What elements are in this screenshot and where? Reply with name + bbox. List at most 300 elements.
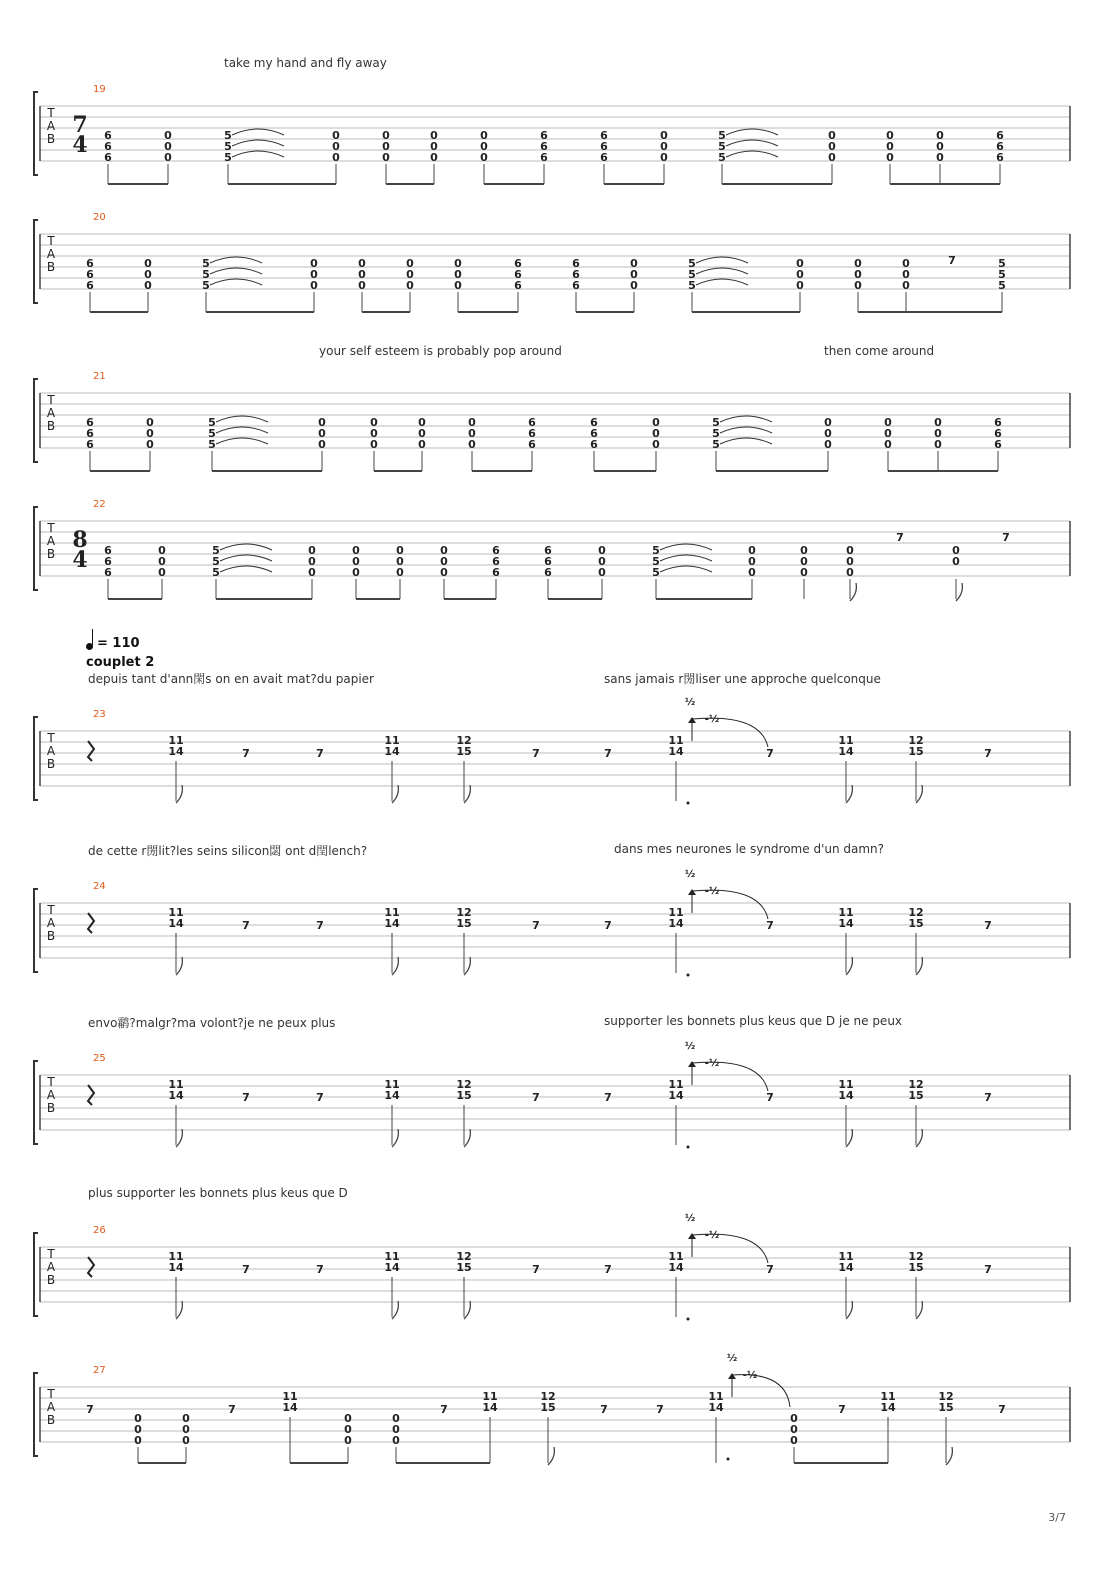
tie-arc: [660, 566, 712, 572]
tie-arc: [220, 566, 272, 572]
fret-number: 11: [384, 734, 400, 747]
fret-number: 11: [668, 1078, 684, 1091]
page-number: 3/7: [1048, 1511, 1066, 1524]
fret-number: 14: [168, 1261, 184, 1274]
fret-number: 0: [828, 140, 836, 153]
note-flag: [916, 785, 922, 803]
tab-clef-letter: B: [46, 1273, 56, 1287]
fret-number: 14: [384, 1089, 400, 1102]
fret-number: 0: [332, 129, 340, 142]
tie-arc: [220, 544, 272, 550]
fret-number: 0: [854, 257, 862, 270]
tempo-value: = 110: [97, 636, 140, 651]
fret-number: 0: [310, 257, 318, 270]
rest-symbol: 7: [532, 747, 540, 760]
fret-number: 14: [384, 917, 400, 930]
fret-number: 0: [182, 1434, 190, 1447]
note-flag: [846, 1301, 852, 1319]
fret-number: 0: [418, 416, 426, 429]
tab-clef-letter: A: [46, 406, 56, 420]
fret-number: 0: [164, 129, 172, 142]
fret-number: 5: [212, 566, 220, 579]
lyric-m24-a: de cette r閍lit?les seins silicon閟 ont d閏lench?: [88, 844, 368, 858]
measure-number: 23: [93, 709, 106, 720]
fret-number: 0: [828, 151, 836, 164]
fret-number: 14: [668, 917, 684, 930]
system-bracket: [34, 717, 38, 800]
fret-number: 14: [708, 1401, 724, 1414]
fret-number: 6: [600, 129, 608, 142]
fret-number: 5: [224, 129, 232, 142]
tab-clef-letter: A: [46, 1260, 56, 1274]
system-bracket: [34, 92, 38, 175]
fret-number: 6: [528, 416, 536, 429]
fret-number: 0: [418, 427, 426, 440]
time-signature-top: 7: [72, 112, 88, 138]
fret-number: 12: [908, 1250, 924, 1263]
fret-number: 0: [370, 416, 378, 429]
fret-number: 0: [748, 566, 756, 579]
fret-number: 14: [838, 745, 854, 758]
fret-number: 0: [318, 416, 326, 429]
bend-label: ½: [726, 1353, 738, 1364]
fret-number: 0: [182, 1423, 190, 1436]
dot: [687, 1318, 690, 1321]
release-label: -½: [704, 714, 720, 725]
lyric-m23-b: sans jamais r閍liser une approche quelconque: [604, 672, 881, 686]
fret-number: 0: [382, 140, 390, 153]
time-signature-bottom: 4: [72, 547, 88, 573]
tab-clef-letter: B: [46, 419, 56, 433]
tie-arc: [726, 140, 778, 146]
fret-number: 0: [358, 279, 366, 292]
fret-number: 6: [104, 140, 112, 153]
fret-number: 0: [936, 151, 944, 164]
fret-number: 11: [668, 734, 684, 747]
tie-arc: [720, 438, 772, 444]
fret-number: 12: [908, 1078, 924, 1091]
fret-number: 5: [688, 257, 696, 270]
tie-arc: [220, 555, 272, 561]
fret-number: 14: [168, 917, 184, 930]
fret-number: 0: [146, 416, 154, 429]
rest-symbol: 7: [984, 1091, 992, 1104]
fret-number: 11: [668, 906, 684, 919]
fret-number: 0: [344, 1434, 352, 1447]
fret-number: 5: [652, 566, 660, 579]
fret-number: 6: [994, 416, 1002, 429]
note-flag: [846, 1129, 852, 1147]
note-flag: [548, 1447, 554, 1465]
fret-number: 0: [480, 140, 488, 153]
rest-symbol: 7: [316, 919, 324, 932]
fret-number: 0: [370, 427, 378, 440]
fret-number: 0: [344, 1412, 352, 1425]
fret-number: 0: [846, 555, 854, 568]
tie-arc: [216, 427, 268, 433]
tie-arc: [696, 279, 748, 285]
fret-number: 5: [998, 279, 1006, 292]
fret-number: 0: [828, 129, 836, 142]
fret-number: 0: [440, 544, 448, 557]
fret-number: 6: [590, 416, 598, 429]
time-signature-bottom: 4: [72, 132, 88, 158]
fret-number: 0: [824, 427, 832, 440]
tie-arc: [216, 438, 268, 444]
tab-clef-letter: T: [47, 106, 55, 120]
tab-clef-letter: A: [46, 1400, 56, 1414]
lyric-m26: plus supporter les bonnets plus keus que D: [88, 1186, 348, 1200]
fret-number: 0: [146, 438, 154, 451]
fret-number: 5: [224, 151, 232, 164]
dot: [727, 1458, 730, 1461]
fret-number: 0: [902, 257, 910, 270]
fret-number: 5: [718, 140, 726, 153]
tab-clef-letter: B: [46, 260, 56, 274]
fret-number: 6: [572, 268, 580, 281]
fret-number: 0: [358, 257, 366, 270]
fret-number: 6: [86, 257, 94, 270]
fret-number: 0: [652, 438, 660, 451]
fret-number: 0: [846, 544, 854, 557]
tab-clef-letter: B: [46, 132, 56, 146]
fret-number: 0: [660, 129, 668, 142]
lyric-m23-a: depuis tant d'ann閑s on en avait mat?du papier: [88, 672, 374, 686]
fret-number: 6: [994, 438, 1002, 451]
fret-number: 0: [318, 427, 326, 440]
fret-number: 11: [482, 1390, 498, 1403]
lyric-m21-a: your self esteem is probably pop around: [319, 344, 562, 358]
note-flag: [464, 957, 470, 975]
fret-number: 0: [396, 544, 404, 557]
fret-number: 14: [168, 745, 184, 758]
fret-number: 0: [886, 151, 894, 164]
fret-number: 6: [492, 555, 500, 568]
fret-number: 5: [998, 257, 1006, 270]
fret-number: 6: [104, 566, 112, 579]
fret-number: 6: [514, 279, 522, 292]
dot: [687, 802, 690, 805]
rest-symbol: 7: [532, 1263, 540, 1276]
fret-number: 14: [880, 1401, 896, 1414]
fret-number: 12: [456, 734, 472, 747]
fret-number: 0: [854, 279, 862, 292]
fret-number: 0: [800, 566, 808, 579]
fret-number: 0: [352, 544, 360, 557]
note-flag: [846, 957, 852, 975]
tie-arc: [726, 129, 778, 135]
fret-number: 14: [384, 745, 400, 758]
fret-number: 0: [134, 1434, 142, 1447]
fret-number: 6: [996, 129, 1004, 142]
fret-number: 0: [406, 279, 414, 292]
fret-number: 0: [468, 416, 476, 429]
system-bracket: [34, 1233, 38, 1316]
fret-number: 0: [800, 555, 808, 568]
note-flag: [176, 1301, 182, 1319]
fret-number: 6: [86, 416, 94, 429]
rest-symbol: 7: [604, 1091, 612, 1104]
fret-number: 0: [884, 416, 892, 429]
fret-number: 12: [908, 734, 924, 747]
fret-number: 6: [540, 140, 548, 153]
fret-number: 15: [908, 917, 924, 930]
fret-number: 0: [652, 427, 660, 440]
fret-number: 6: [514, 257, 522, 270]
fret-number: 0: [382, 129, 390, 142]
fret-number: 6: [600, 140, 608, 153]
fret-number: 0: [884, 438, 892, 451]
fret-number: 14: [838, 1089, 854, 1102]
fret-number: 14: [838, 1261, 854, 1274]
note-flag: [850, 583, 856, 601]
system-bracket: [34, 379, 38, 462]
measure-number: 25: [93, 1053, 106, 1064]
bend-label: ½: [684, 869, 696, 880]
rest-symbol: 7: [604, 747, 612, 760]
fret-number: 0: [308, 544, 316, 557]
fret-number: 0: [934, 416, 942, 429]
tab-clef-letter: T: [47, 731, 55, 745]
fret-number: 0: [934, 438, 942, 451]
fret-number: 11: [384, 906, 400, 919]
note-flag: [392, 785, 398, 803]
fret-number: 5: [202, 268, 210, 281]
fret-number: 0: [934, 427, 942, 440]
fret-number: 12: [456, 906, 472, 919]
rest-symbol: 7: [896, 531, 904, 544]
tie-arc: [232, 129, 284, 135]
fret-number: 6: [996, 151, 1004, 164]
fret-number: 5: [712, 427, 720, 440]
note-flag: [464, 1129, 470, 1147]
rest-symbol: 7: [242, 919, 250, 932]
rest-symbol: 7: [86, 1403, 94, 1416]
fret-number: 0: [748, 544, 756, 557]
fret-number: 0: [952, 544, 960, 557]
fret-number: 0: [796, 257, 804, 270]
release-label: -½: [704, 886, 720, 897]
note-flag: [392, 1301, 398, 1319]
measure-number: 26: [93, 1225, 106, 1236]
lyric-m24-b: dans mes neurones le syndrome d'un damn?: [614, 842, 885, 856]
fret-number: 0: [652, 416, 660, 429]
section-label: couplet 2: [86, 655, 155, 670]
tie-arc: [216, 416, 268, 422]
fret-number: 5: [208, 427, 216, 440]
fret-number: 5: [652, 544, 660, 557]
fret-number: 0: [846, 566, 854, 579]
fret-number: 0: [358, 268, 366, 281]
rest-symbol: 7: [1002, 531, 1010, 544]
fret-number: 0: [430, 129, 438, 142]
fret-number: 0: [134, 1423, 142, 1436]
fret-number: 11: [168, 1250, 184, 1263]
system-bracket: [34, 507, 38, 590]
fret-number: 0: [598, 555, 606, 568]
fret-number: 0: [310, 268, 318, 281]
fret-number: 6: [492, 566, 500, 579]
fret-number: 11: [384, 1078, 400, 1091]
measure-number: 21: [93, 371, 106, 382]
fret-number: 15: [456, 745, 472, 758]
tie-arc: [696, 257, 748, 263]
rest-symbol: 7: [766, 1091, 774, 1104]
fret-number: 5: [202, 257, 210, 270]
fret-number: 6: [492, 544, 500, 557]
tie-arc: [726, 151, 778, 157]
fret-number: 0: [454, 279, 462, 292]
quarter-rest-symbol: [88, 1257, 94, 1277]
rest-symbol: 7: [242, 1091, 250, 1104]
note-flag: [916, 957, 922, 975]
fret-number: 5: [652, 555, 660, 568]
tab-clef-letter: B: [46, 1101, 56, 1115]
fret-number: 11: [168, 734, 184, 747]
fret-number: 14: [668, 1089, 684, 1102]
fret-number: 11: [838, 1250, 854, 1263]
note-flag: [846, 785, 852, 803]
fret-number: 12: [908, 906, 924, 919]
note-flag: [916, 1301, 922, 1319]
fret-number: 0: [344, 1423, 352, 1436]
tie-arc: [660, 555, 712, 561]
note-flag: [916, 1129, 922, 1147]
fret-number: 0: [796, 279, 804, 292]
rest-symbol: 7: [242, 1263, 250, 1276]
fret-number: 6: [528, 427, 536, 440]
fret-number: 0: [182, 1412, 190, 1425]
fret-number: 0: [310, 279, 318, 292]
fret-number: 0: [430, 140, 438, 153]
bend-arrowhead: [688, 1233, 696, 1239]
fret-number: 14: [482, 1401, 498, 1414]
fret-number: 0: [454, 268, 462, 281]
fret-number: 0: [146, 427, 154, 440]
rest-symbol: 7: [316, 747, 324, 760]
fret-number: 11: [282, 1390, 298, 1403]
fret-number: 0: [392, 1434, 400, 1447]
rest-symbol: 7: [766, 919, 774, 932]
bend-label: ½: [684, 1213, 696, 1224]
fret-number: 0: [790, 1412, 798, 1425]
release-label: -½: [742, 1370, 758, 1381]
fret-number: 0: [902, 268, 910, 281]
fret-number: 5: [712, 438, 720, 451]
fret-number: 0: [480, 129, 488, 142]
fret-number: 6: [104, 555, 112, 568]
bend-label: ½: [684, 697, 696, 708]
tab-clef-letter: A: [46, 119, 56, 133]
tab-clef-letter: T: [47, 1387, 55, 1401]
release-label: -½: [704, 1230, 720, 1241]
fret-number: 0: [396, 555, 404, 568]
fret-number: 0: [392, 1423, 400, 1436]
fret-number: 5: [224, 140, 232, 153]
fret-number: 0: [824, 416, 832, 429]
fret-number: 5: [688, 268, 696, 281]
fret-number: 11: [168, 906, 184, 919]
release-curve: [692, 718, 768, 747]
fret-number: 6: [994, 427, 1002, 440]
measure-number: 22: [93, 499, 106, 510]
fret-number: 0: [406, 268, 414, 281]
fret-number: 6: [86, 268, 94, 281]
rest-symbol: 7: [656, 1403, 664, 1416]
release-curve: [692, 890, 768, 919]
fret-number: 0: [164, 140, 172, 153]
rest-symbol: 7: [316, 1091, 324, 1104]
note-flag: [464, 1301, 470, 1319]
rest-symbol: 7: [604, 1263, 612, 1276]
tab-clef-letter: A: [46, 247, 56, 261]
fret-number: 0: [406, 257, 414, 270]
fret-number: 0: [158, 544, 166, 557]
time-signature-top: 8: [72, 527, 88, 553]
release-curve: [692, 1234, 768, 1263]
fret-number: 0: [886, 129, 894, 142]
fret-number: 0: [468, 438, 476, 451]
rest-symbol: 7: [766, 1263, 774, 1276]
rest-symbol: 7: [948, 254, 956, 267]
bend-arrowhead: [728, 1373, 736, 1379]
fret-number: 6: [544, 544, 552, 557]
note-flag: [176, 785, 182, 803]
fret-number: 11: [838, 906, 854, 919]
fret-number: 0: [660, 140, 668, 153]
fret-number: 0: [308, 555, 316, 568]
tab-clef-letter: T: [47, 1075, 55, 1089]
fret-number: 6: [514, 268, 522, 281]
fret-number: 0: [158, 566, 166, 579]
rest-symbol: 7: [766, 747, 774, 760]
rest-symbol: 7: [838, 1403, 846, 1416]
fret-number: 12: [938, 1390, 954, 1403]
note-flag: [464, 785, 470, 803]
fret-number: 0: [418, 438, 426, 451]
fret-number: 5: [688, 279, 696, 292]
release-curve: [692, 1062, 768, 1091]
fret-number: 15: [908, 1089, 924, 1102]
fret-number: 0: [468, 427, 476, 440]
bend-arrowhead: [688, 717, 696, 723]
lyric-m21-b: then come around: [824, 344, 935, 358]
measure-number: 24: [93, 881, 106, 892]
fret-number: 15: [456, 1261, 472, 1274]
fret-number: 12: [456, 1078, 472, 1091]
system-bracket: [34, 1061, 38, 1144]
fret-number: 0: [440, 555, 448, 568]
fret-number: 6: [572, 257, 580, 270]
fret-number: 14: [668, 1261, 684, 1274]
fret-number: 5: [212, 544, 220, 557]
note-flag: [176, 957, 182, 975]
fret-number: 0: [480, 151, 488, 164]
tab-clef-letter: B: [46, 757, 56, 771]
rest-symbol: 7: [242, 747, 250, 760]
tab-clef-letter: T: [47, 521, 55, 535]
quarter-rest-symbol: [88, 1085, 94, 1105]
fret-number: 11: [838, 734, 854, 747]
fret-number: 0: [134, 1412, 142, 1425]
fret-number: 0: [144, 279, 152, 292]
tab-clef-letter: A: [46, 1088, 56, 1102]
fret-number: 0: [936, 140, 944, 153]
fret-number: 11: [838, 1078, 854, 1091]
rest-symbol: 7: [984, 1263, 992, 1276]
bend-arrowhead: [688, 1061, 696, 1067]
fret-number: 6: [600, 151, 608, 164]
